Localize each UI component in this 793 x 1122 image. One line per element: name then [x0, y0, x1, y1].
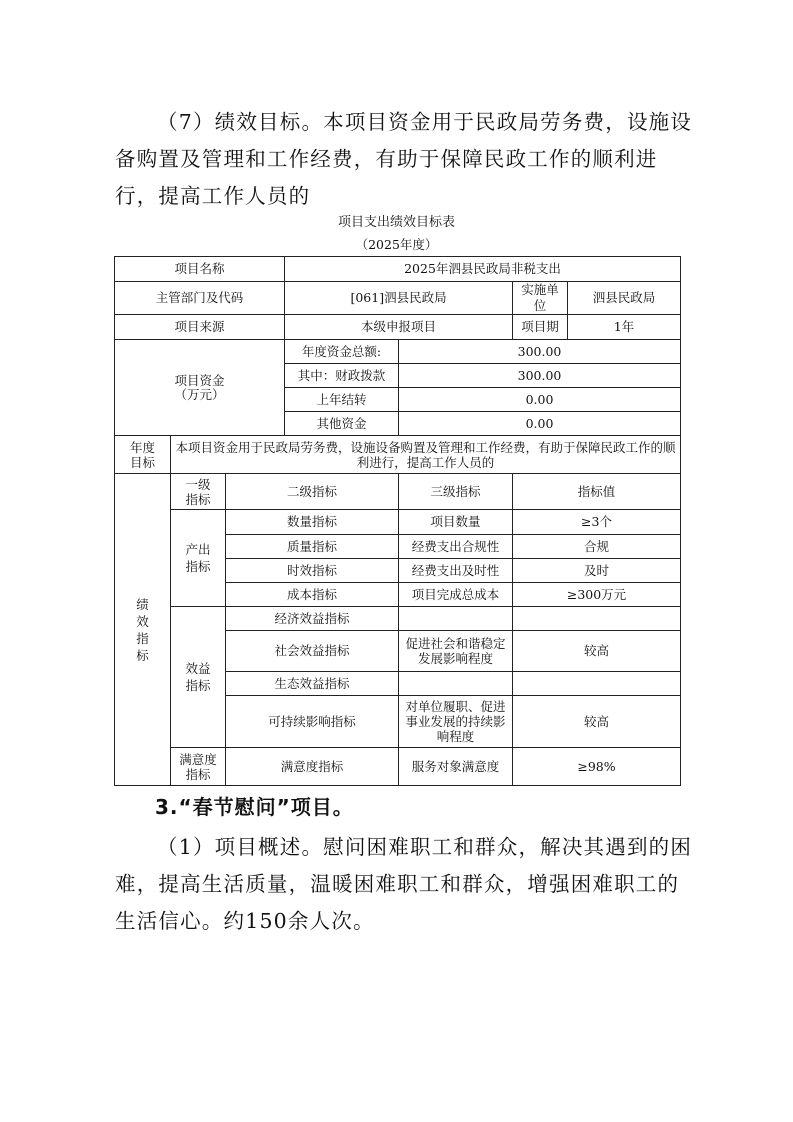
annual-goal-label-text: 年度目标	[129, 439, 155, 470]
paragraph-line: 生活信心。约150余人次。	[115, 909, 375, 933]
header-value: 指标值	[513, 474, 681, 510]
table-row	[115, 436, 681, 474]
output-value: 及时	[513, 559, 681, 583]
table-row	[115, 510, 681, 535]
section-heading: 3.“春节慰问”项目。	[155, 795, 354, 819]
period-value: 1年	[568, 315, 681, 340]
benefit-value: 较高	[513, 631, 681, 672]
funds-row-label: 上年结转	[285, 388, 399, 412]
impl-unit-label: 实施单位	[513, 282, 568, 315]
benefit-value	[513, 607, 681, 631]
funds-row-value: 300.00	[399, 340, 681, 364]
benefit-l3	[399, 672, 513, 696]
funds-label	[115, 340, 285, 436]
perf-indicators-label-text: 绩效指标	[136, 596, 149, 663]
satisfaction-indicators-label	[171, 748, 226, 786]
benefit-l2: 生态效益指标	[226, 672, 399, 696]
satisfaction-l2: 满意度指标	[226, 748, 399, 786]
table-row	[115, 748, 681, 786]
benefit-indicators-label	[171, 607, 226, 748]
project-name-value: 2025年泗县民政局非税支出	[285, 257, 681, 282]
benefit-l2: 经济效益指标	[226, 607, 399, 631]
paragraph-line: （7）绩效目标。本项目资金用于民政局劳务费，设施设	[157, 110, 693, 134]
perf-indicators-label	[115, 474, 171, 786]
project-overview-paragraph	[115, 829, 695, 940]
benefit-value: 较高	[513, 696, 681, 748]
benefit-l3	[399, 607, 513, 631]
table-row	[115, 282, 681, 315]
funds-label-text: 项目资金	[174, 372, 225, 388]
header-level2: 二级指标	[226, 474, 399, 510]
output-value: 合规	[513, 535, 681, 559]
funds-row-label: 其中：财政拨款	[285, 364, 399, 388]
funds-row-label: 年度资金总额:	[285, 340, 399, 364]
output-l2: 时效指标	[226, 559, 399, 583]
funds-row-value: 0.00	[399, 412, 681, 436]
header-level1	[171, 474, 226, 510]
table-title: 项目支出绩效目标表	[337, 215, 455, 230]
paragraph-line: 难，提高生活质量，温暖困难职工和群众，增强困难职工的	[115, 872, 680, 896]
table-row	[115, 607, 681, 631]
funds-row-value: 300.00	[399, 364, 681, 388]
source-value: 本级申报项目	[285, 315, 513, 340]
dept-value: [061]泗县民政局	[285, 282, 513, 315]
funds-row-value: 0.00	[399, 388, 681, 412]
output-value: ≥300万元	[513, 583, 681, 607]
funds-row-label: 其他资金	[285, 412, 399, 436]
satisfaction-l3: 服务对象满意度	[399, 748, 513, 786]
performance-target-table	[114, 256, 681, 786]
header-level3: 三级指标	[399, 474, 513, 510]
benefit-l2: 社会效益指标	[226, 631, 399, 672]
annual-goal-text: 本项目资金用于民政局劳务费，设施设备购置及管理和工作经费，有助于保障民政工作的顺利进行，提高工作人员的	[171, 436, 681, 474]
output-l2: 成本指标	[226, 583, 399, 607]
table-row	[115, 474, 681, 510]
benefit-indicators-label-text: 效益指标	[185, 661, 211, 693]
satisfaction-indicators-label-text: 满意度指标	[179, 751, 217, 782]
source-label: 项目来源	[115, 315, 285, 340]
satisfaction-value: ≥98%	[513, 748, 681, 786]
table-row	[115, 257, 681, 282]
dept-label: 主管部门及代码	[115, 282, 285, 315]
funds-unit-text: （万元）	[174, 386, 225, 402]
benefit-l3: 对单位履职、促进事业发展的持续影响程度	[399, 696, 513, 748]
paragraph-line: （1）项目概述。慰问困难职工和群众，解决其遇到的困	[157, 835, 693, 859]
table-year: （2025年度）	[355, 237, 438, 252]
paragraph-line: 备购置及管理和工作经费，有助于保障民政工作的顺利进	[115, 147, 658, 171]
period-label: 项目期	[513, 315, 568, 340]
benefit-l2: 可持续影响指标	[226, 696, 399, 748]
impl-unit-value: 泗县民政局	[568, 282, 681, 315]
output-l3: 经费支出及时性	[399, 559, 513, 583]
paragraph-line: 行，提高工作人员的	[115, 184, 311, 208]
benefit-value	[513, 672, 681, 696]
output-l2: 质量指标	[226, 535, 399, 559]
output-value: ≥3个	[513, 510, 681, 535]
header-level1-text: 一级指标	[185, 476, 211, 507]
output-indicators-label-text: 产出指标	[185, 542, 211, 574]
annual-goal-label	[115, 436, 171, 474]
performance-goal-paragraph	[115, 104, 695, 215]
benefit-l3: 促进社会和谐稳定发展影响程度	[399, 631, 513, 672]
output-l3: 项目完成总成本	[399, 583, 513, 607]
output-l3: 经费支出合规性	[399, 535, 513, 559]
project-name-label: 项目名称	[115, 257, 285, 282]
output-l2: 数量指标	[226, 510, 399, 535]
output-indicators-label	[171, 510, 226, 607]
table-row	[115, 315, 681, 340]
output-l3: 项目数量	[399, 510, 513, 535]
table-row	[115, 340, 681, 364]
